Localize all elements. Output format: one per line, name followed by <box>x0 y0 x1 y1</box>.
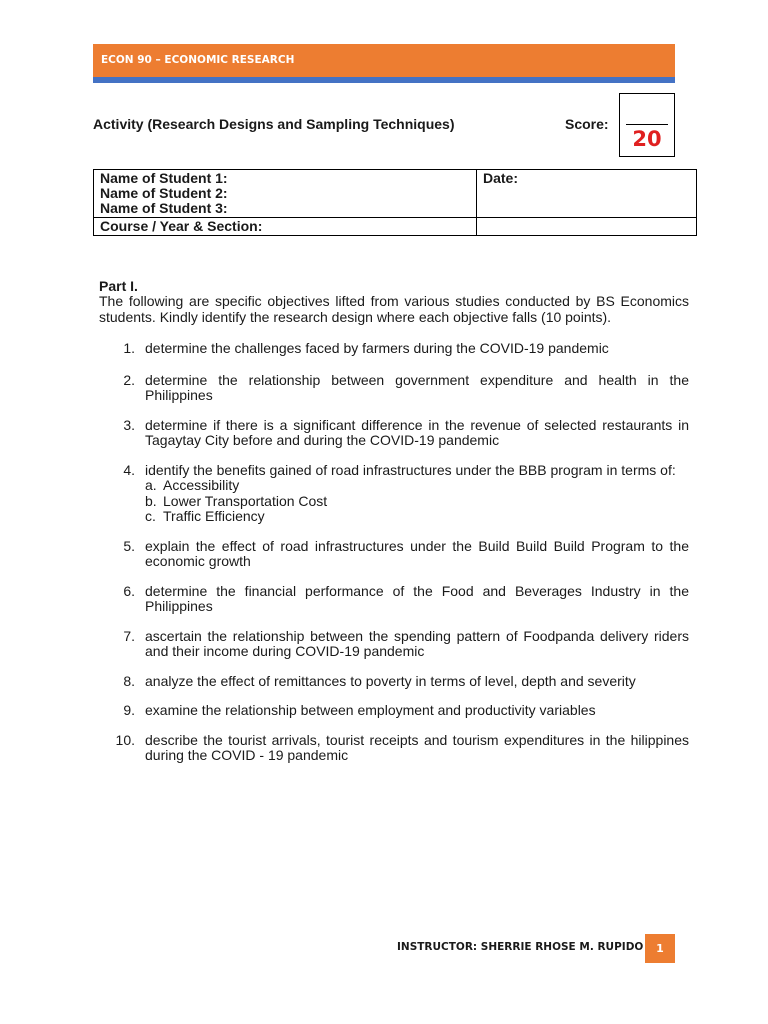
objective-item <box>99 629 689 660</box>
header-stripe <box>93 77 675 83</box>
date-cell[interactable] <box>477 170 697 218</box>
objective-number: 7. <box>123 627 135 644</box>
objective-item <box>99 674 689 690</box>
objective-item <box>99 584 689 615</box>
part-title: Part I. <box>99 278 138 294</box>
objective-number: 4. <box>123 461 135 478</box>
objective-item <box>99 341 689 357</box>
objective-text: determine the financial performance of the Food and Beverages Industry in the Philippines <box>145 582 689 614</box>
objective-number: 8. <box>123 672 135 689</box>
objective-number: 6. <box>123 582 135 599</box>
objective-item <box>99 418 689 449</box>
objective-text: determine the challenges faced by farmers during the COVID-19 pandemic <box>145 340 609 356</box>
objective-number: 2. <box>123 371 135 388</box>
objective-text: identify the benefits gained of road infrastructures under the BBB program in terms of: <box>145 461 676 478</box>
objective-item <box>99 463 689 525</box>
score-blank-line <box>626 124 668 125</box>
instructor-label: INSTRUCTOR: SHERRIE RHOSE M. RUPIDO <box>397 941 644 953</box>
objective-text: determine if there is a significant difference in the revenue of selected restaurants in Tagaytay City before and during the COVID-19 pandemic <box>145 416 689 448</box>
course-section-cell[interactable] <box>94 218 477 236</box>
objective-number: 3. <box>123 416 135 433</box>
objective-text: describe the tourist arrivals, tourist receipts and tourism expenditures in the hilippines during the COVID - 19 pandemic <box>145 731 689 763</box>
objective-item <box>99 703 689 719</box>
page-number: 1 <box>645 934 675 963</box>
sub-item-text: Accessibility <box>163 477 240 493</box>
student-2-label: Name of Student 2: <box>100 185 228 201</box>
course-header: ECON 90 – ECONOMIC RESEARCH <box>93 44 675 77</box>
score-label: Score: <box>565 116 609 132</box>
objective-text: explain the effect of road infrastructures under the Build Build Build Program to the economic growth <box>145 537 689 569</box>
objective-number: 1. <box>123 340 135 356</box>
sub-item-text: Lower Transportation Cost <box>163 492 328 509</box>
activity-title: Activity (Research Designs and Sampling Techniques) <box>93 116 455 132</box>
objective-text: determine the relationship between government expenditure and health in the Philippines <box>145 371 689 403</box>
objective-number: 5. <box>123 537 135 554</box>
sub-item-letter: c. <box>145 508 156 524</box>
sub-item-letter: b. <box>145 492 157 509</box>
student-names-cell[interactable] <box>94 170 477 218</box>
objective-sub-list <box>145 478 689 525</box>
student-3-label: Name of Student 3: <box>100 200 228 216</box>
score-total: 20 <box>632 127 662 151</box>
objective-item <box>99 733 689 764</box>
objective-sub-item <box>145 509 689 525</box>
objectives-list <box>99 341 689 764</box>
student-info-table <box>93 169 697 236</box>
score-box <box>619 93 675 157</box>
student-1-label: Name of Student 1: <box>100 170 228 186</box>
objective-text: examine the relationship between employment and productivity variables <box>145 702 596 718</box>
objective-sub-item <box>145 478 689 494</box>
course-section-label: Course / Year & Section: <box>100 218 263 234</box>
table-row <box>94 170 697 218</box>
date-label: Date: <box>483 170 519 186</box>
course-section-value-cell[interactable] <box>477 218 697 236</box>
objective-number: 9. <box>123 702 135 718</box>
part-instructions: The following are specific objectives lifted from various studies conducted by BS Economics students. Kindly identify the research design where each objective falls (10 points). <box>99 293 689 325</box>
objective-item <box>99 373 689 404</box>
objective-text: analyze the effect of remittances to poverty in terms of level, depth and severity <box>145 672 636 689</box>
objective-item <box>99 539 689 570</box>
objective-text: ascertain the relationship between the spending pattern of Foodpanda delivery riders and their income during COVID-19 pandemic <box>145 627 689 659</box>
sub-item-letter: a. <box>145 477 157 493</box>
table-row <box>94 218 697 236</box>
sub-item-text: Traffic Efficiency <box>163 508 265 524</box>
objective-sub-item <box>145 494 689 510</box>
objective-number: 10. <box>115 731 135 748</box>
